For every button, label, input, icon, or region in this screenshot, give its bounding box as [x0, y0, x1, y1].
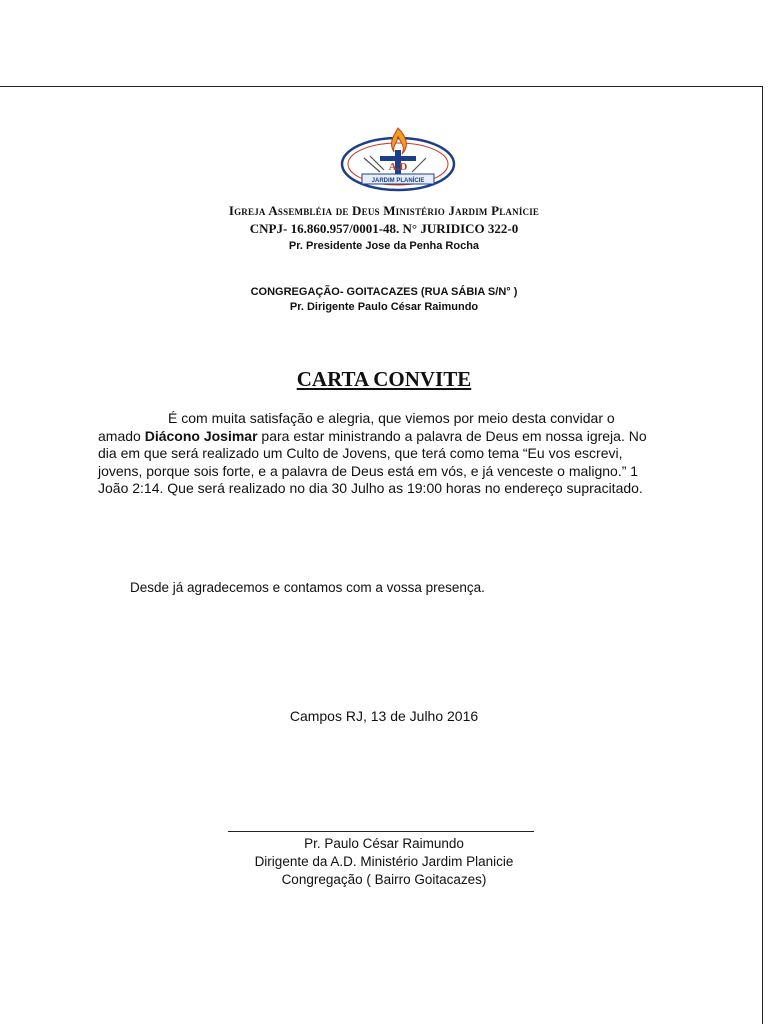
signature-congregation: Congregação ( Bairro Goitacazes)	[281, 872, 487, 887]
cnpj-line: CNPJ- 16.860.957/0001-48. N° JURIDICO 322-0	[249, 221, 519, 236]
letter-body	[98, 410, 658, 498]
logo-ad-text: A.D	[388, 161, 408, 173]
signature-name: Pr. Paulo César Raimundo	[304, 836, 464, 851]
logo-subtext: JARDIM PLANÍCIE	[371, 178, 425, 184]
church-logo-icon	[340, 124, 456, 192]
body-main: para estar ministrando a palavra de Deus em nossa igreja. No dia em que será realizado um Culto de Jovens, que terá como tema “Eu vos escrevi, jovens, porque sois forte, e a palavra de Deus está em vós, e já venceste o maligno.” 1 João 2:14. Que será realizado no dia 30 Julho as 19:00 horas no endereço supracitado.	[98, 427, 647, 496]
thanks-line: Desde já agradecemos e contamos com a vossa presença.	[130, 580, 485, 595]
letter-title	[0, 367, 768, 392]
congregation-line: CONGREGAÇÃO- GOITACAZES (RUA SÁBIA S/N° )	[250, 286, 518, 298]
body-indent	[98, 410, 168, 426]
guest-name: Diácono Josimar	[144, 427, 258, 444]
letter-date: Campos RJ, 13 de Julho 2016	[289, 708, 479, 724]
signature-role: Dirigente da A.D. Ministério Jardim Planicie	[254, 854, 514, 869]
body-intro: É com muita satisfação e alegria, que viemos por meio desta convidar o amado	[98, 410, 615, 444]
letter-title-text: CARTA CONVITE	[296, 367, 472, 391]
church-name: Igreja Assembléia de Deus Ministério Jardim Planície	[228, 203, 540, 218]
signature-line	[228, 831, 534, 832]
president-line: Pr. Presidente Jose da Penha Rocha	[288, 240, 480, 252]
leader-line: Pr. Dirigente Paulo César Raimundo	[289, 301, 479, 313]
